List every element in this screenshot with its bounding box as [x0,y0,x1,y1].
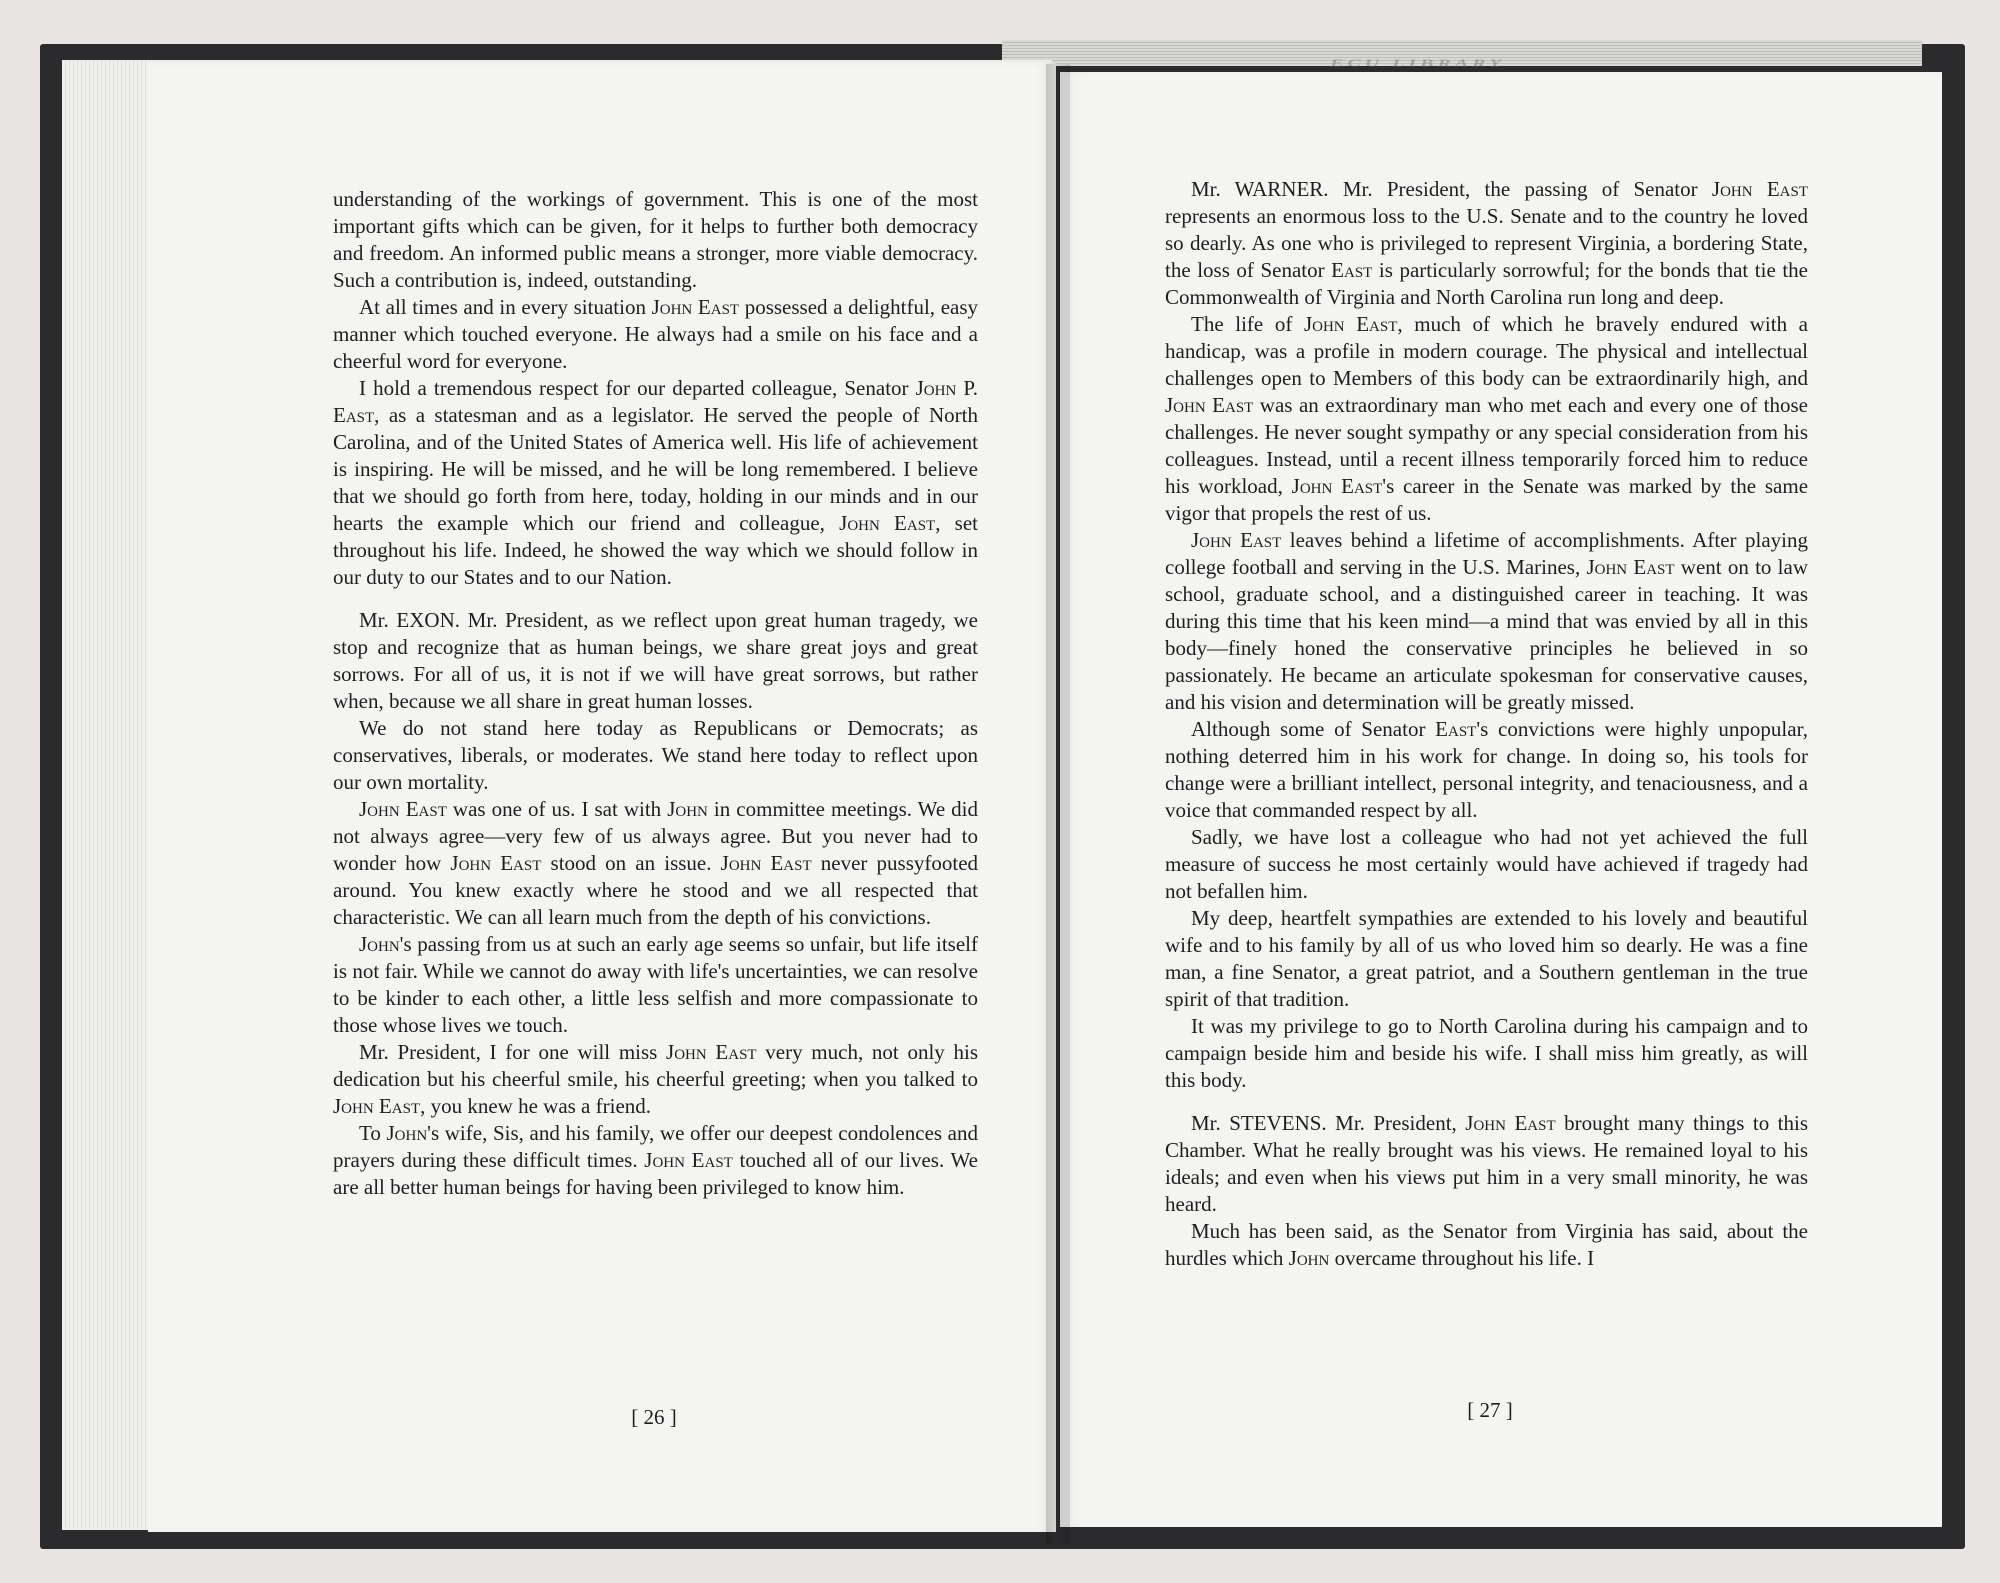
left-page-text [333,186,978,1201]
paragraph: John East was one of us. I sat with John in committee meetings. We did not always agree—very few of us always agree. But you never had to wonder how John East stood on an issue. John East never pussyfooted around. You knew exactly where he stood and we all respected that characteristic. We can all learn much from the depth of his convictions. [333,797,979,929]
paragraph: Much has been said, as the Senator from Virginia has said, about the hurdles which John overcame throughout his life. I [1165,1219,1808,1270]
paragraph: My deep, heartfelt sympathies are extended to his lovely and beautiful wife and to his family by all of us who loved him so dearly. He was a fine man, a fine Senator, a great patriot, and a Southern gentleman in the true spirit of that tradition. [1165,906,1808,1011]
paragraph: The life of John East, much of which he bravely endured with a handicap, was a profile in modern courage. The physical and intellectual challenges open to Members of this body can be extraordinarily high, and John East was an extraordinary man who met each and every one of those challenges. He never sought sympathy or any special consideration from his colleagues. Instead, until a recent illness temporarily forced him to reduce his workload, John East's career in the Senate was marked by the same vigor that propels the rest of us. [1165,312,1809,525]
paragraph: We do not stand here today as Republicans or Democrats; as conservatives, liberals, or moderates. We stand here today to reflect upon our own mortality. [333,716,978,794]
paragraph: John's passing from us at such an early age seems so unfair, but life itself is not fair. While we cannot do away with life's uncertainties, we can resolve to be kinder to each other, a little less selfish and more compassionate to those whose lives we touch. [333,932,978,1037]
paragraph: It was my privilege to go to North Carolina during his campaign and to campaign beside him and beside his wife. I shall miss him greatly, as will this body. [1165,1014,1808,1092]
right-page-text [1165,176,1808,1272]
book-spine [1046,64,1070,1544]
paragraph: Sadly, we have lost a colleague who had not yet achieved the full measure of success he most certainly would have achieved if tragedy had not befallen him. [1165,825,1808,903]
paragraph: Mr. President, I for one will miss John East very much, not only his dedication but his cheerful smile, his cheerful greeting; when you talked to John East, you knew he was a friend. [333,1040,978,1118]
paragraph: At all times and in every situation John East possessed a delightful, easy manner which touched everyone. He always had a smile on his face and a cheerful word for everyone. [333,295,979,373]
edge-stamp: ECU LIBRARY [1330,57,1506,69]
page-number-right: [ 27 ] [1467,1398,1513,1422]
paragraph: Mr. WARNER. Mr. President, the passing of Senator John East represents an enormous loss to the U.S. Senate and to the country he loved so dearly. As one who is privileged to represent Virginia, a bordering State, the loss of Senator East is particularly sorrowful; for the bonds that tie the Commonwealth of Virginia and North Carolina run long and deep. [1165,177,1808,309]
paragraph: Mr. STEVENS. Mr. President, John East brought many things to this Chamber. What he really brought was his views. He remained loyal to his ideals; and even when his views put him in a very small minority, he was heard. [1165,1111,1809,1216]
paragraph: I hold a tremendous respect for our departed colleague, Senator John P. East, as a statesman and as a legislator. He served the people of North Carolina, and of the United States of America well. His life of achievement is inspiring. He will be missed, and he will be long remembered. I believe that we should go forth from here, today, holding in our minds and in our hearts the example which our friend and colleague, John East, set throughout his life. Indeed, he showed the way which we should follow in our duty to our States and to our Nation. [333,376,978,589]
paragraph: To John's wife, Sis, and his family, we offer our deepest condolences and prayers during these difficult times. John East touched all of our lives. We are all better human beings for having been privileged to know him. [333,1121,979,1199]
paragraph: Mr. EXON. Mr. President, as we reflect upon great human tragedy, we stop and recognize that as human beings, we share great joys and great sorrows. For all of us, it is not if we will have great sorrows, but rather when, because we all share in great human losses. [333,608,978,713]
paragraph: understanding of the workings of government. This is one of the most important gifts which can be given, for it helps to further both democracy and freedom. An informed public means a stronger, more viable democracy. Such a contribution is, indeed, outstanding. [333,187,978,292]
paragraph: John East leaves behind a lifetime of accomplishments. After playing college football and serving in the U.S. Marines, John East went on to law school, graduate school, and a distinguished career in teaching. It was during this time that his keen mind—a mind that was envied by all in this body—finely honed the conservative principles he believed in so passionately. He became an articulate spokesman for conservative causes, and his vision and determination will be greatly missed. [1165,528,1808,714]
paragraph: Although some of Senator East's convictions were highly unpopular, nothing deterred him in his work for change. In doing so, his tools for change were a brilliant intellect, personal integrity, and tenaciousness, and a voice that commanded respect by all. [1165,717,1808,822]
page-number-left: [ 26 ] [631,1405,677,1429]
